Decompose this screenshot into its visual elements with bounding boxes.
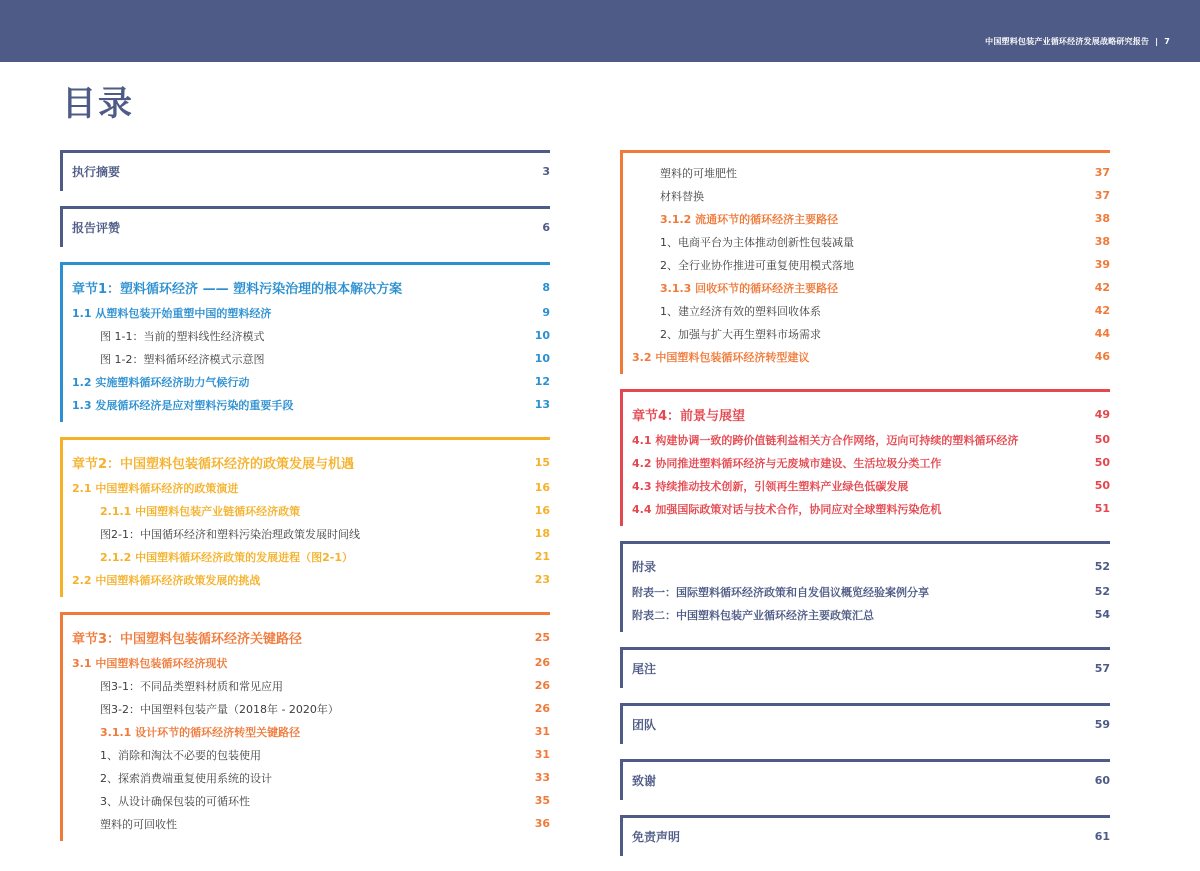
toc-label: 2.1.2 中国塑料循环经济政策的发展进程（图2-1） — [100, 550, 354, 564]
toc-entry[interactable] — [72, 499, 550, 522]
toc-page: 39 — [1094, 258, 1110, 271]
running-title: 中国塑料包装产业循环经济发展战略研究报告 — [985, 37, 1150, 46]
toc-page: 36 — [534, 817, 550, 830]
toc-label: 2、全行业协作推进可重复使用模式落地 — [660, 258, 854, 272]
toc-section-team — [620, 703, 1110, 744]
toc-label: 2.1.1 中国塑料包装产业链循环经济政策 — [100, 504, 301, 518]
toc-label: 塑料的可堆肥性 — [660, 166, 737, 180]
toc-page: 46 — [1094, 350, 1110, 363]
header-bar — [0, 0, 1200, 62]
toc-label: 章节4：前景与展望 — [632, 408, 746, 424]
toc-entry[interactable] — [72, 789, 550, 812]
toc-page: 60 — [1094, 773, 1110, 787]
toc-label: 尾注 — [632, 661, 657, 676]
toc-label: 1.2 实施塑料循环经济助力气候行动 — [72, 375, 250, 389]
toc-entry-report-reviews[interactable] — [72, 216, 550, 238]
toc-label: 1、建立经济有效的塑料回收体系 — [660, 304, 821, 318]
toc-page: 54 — [1094, 608, 1110, 621]
toc-page: 8 — [542, 280, 550, 294]
toc-section-chapter4 — [620, 389, 1110, 526]
toc-entry-team[interactable] — [632, 713, 1110, 735]
toc-entry[interactable] — [72, 568, 550, 591]
toc-entry[interactable] — [72, 766, 550, 789]
toc-entry[interactable] — [632, 428, 1110, 451]
toc-label: 免责声明 — [632, 829, 681, 844]
toc-page: 31 — [534, 725, 550, 738]
toc-entry[interactable] — [72, 651, 550, 674]
toc-label: 致谢 — [632, 773, 657, 788]
toc-right-column — [620, 150, 1110, 871]
toc-section-exec-summary — [60, 150, 550, 191]
toc-entry[interactable] — [72, 720, 550, 743]
toc-entry-chapter3[interactable] — [72, 623, 550, 651]
page-title: 目录 — [62, 84, 134, 124]
toc-label: 2、探索消费端重复使用系统的设计 — [100, 771, 272, 785]
toc-left-column — [60, 150, 550, 856]
toc-entry[interactable] — [632, 474, 1110, 497]
toc-entry[interactable] — [632, 322, 1110, 345]
toc-page: 61 — [1094, 829, 1110, 843]
toc-entry[interactable] — [72, 324, 550, 347]
toc-label: 章节2：中国塑料包装循环经济的政策发展与机遇 — [72, 456, 355, 472]
toc-entry-chapter1[interactable] — [72, 273, 550, 301]
toc-entry[interactable] — [72, 393, 550, 416]
toc-section-endnotes — [620, 647, 1110, 688]
toc-entry[interactable] — [632, 184, 1110, 207]
toc-label: 塑料的可回收性 — [100, 817, 177, 831]
toc-label: 1、电商平台为主体推动创新性包装减量 — [660, 235, 854, 249]
toc-label: 4.4 加强国际政策对话与技术合作，协同应对全球塑料污染危机 — [632, 502, 942, 516]
toc-entry-appendix[interactable] — [632, 552, 1110, 580]
toc-section-disclaimer — [620, 815, 1110, 856]
toc-page: 10 — [534, 329, 550, 342]
toc-page: 42 — [1094, 304, 1110, 317]
toc-page: 52 — [1094, 585, 1110, 598]
toc-entry[interactable] — [72, 812, 550, 835]
header-page-number: 7 — [1164, 37, 1170, 46]
toc-page: 50 — [1094, 479, 1110, 492]
toc-section-chapter1 — [60, 262, 550, 422]
toc-page: 44 — [1094, 327, 1110, 340]
toc-entry[interactable] — [632, 580, 1110, 603]
toc-label: 1、消除和淘汰不必要的包装使用 — [100, 748, 261, 762]
toc-page: 42 — [1094, 281, 1110, 294]
toc-label: 图3-2：中国塑料包装产量（2018年 - 2020年） — [100, 702, 339, 716]
toc-label: 执行摘要 — [72, 164, 121, 179]
toc-label: 图 1-2：塑料循环经济模式示意图 — [100, 352, 265, 366]
toc-page: 21 — [534, 550, 550, 563]
toc-entry[interactable] — [72, 522, 550, 545]
toc-label: 1.3 发展循环经济是应对塑料污染的重要手段 — [72, 398, 294, 412]
toc-page: 57 — [1094, 661, 1110, 675]
toc-entry-acknowledgements[interactable] — [632, 769, 1110, 791]
toc-section-appendix — [620, 541, 1110, 632]
toc-entry-disclaimer[interactable] — [632, 825, 1110, 847]
toc-section-chapter3-continued — [620, 150, 1110, 374]
toc-page: 51 — [1094, 502, 1110, 515]
toc-page: 52 — [1094, 559, 1110, 573]
toc-entry[interactable] — [632, 276, 1110, 299]
toc-entry-chapter4[interactable] — [632, 400, 1110, 428]
toc-section-acknowledgements — [620, 759, 1110, 800]
toc-label: 3、从设计确保包装的可循环性 — [100, 794, 250, 808]
toc-label: 报告评赞 — [72, 220, 121, 235]
toc-label: 3.1.1 设计环节的循环经济转型关键路径 — [100, 725, 301, 739]
toc-entry[interactable] — [632, 299, 1110, 322]
toc-entry[interactable] — [72, 347, 550, 370]
toc-label: 2、加强与扩大再生塑料市场需求 — [660, 327, 821, 341]
running-header — [985, 36, 1170, 47]
toc-page: 16 — [534, 504, 550, 517]
toc-page: 50 — [1094, 433, 1110, 446]
toc-page: 26 — [534, 679, 550, 692]
toc-label: 3.1.2 流通环节的循环经济主要路径 — [660, 212, 839, 226]
toc-page: 6 — [542, 220, 550, 234]
toc-page: 59 — [1094, 717, 1110, 731]
toc-label: 3.1.3 回收环节的循环经济主要路径 — [660, 281, 839, 295]
toc-label: 4.3 持续推动技术创新，引领再生塑料产业绿色低碳发展 — [632, 479, 909, 493]
toc-label: 图2-1：中国循环经济和塑料污染治理政策发展时间线 — [100, 527, 360, 541]
toc-entry[interactable] — [72, 301, 550, 324]
toc-page: 35 — [534, 794, 550, 807]
toc-label: 章节1：塑料循环经济 —— 塑料污染治理的根本解决方案 — [72, 281, 403, 297]
toc-label: 附表一：国际塑料循环经济政策和自发倡议概览经验案例分享 — [632, 585, 929, 599]
toc-label: 附表二：中国塑料包装产业循环经济主要政策汇总 — [632, 608, 874, 622]
toc-section-report-reviews — [60, 206, 550, 247]
toc-entry[interactable] — [632, 497, 1110, 520]
toc-entry[interactable] — [632, 230, 1110, 253]
toc-entry[interactable] — [632, 603, 1110, 626]
toc-label: 图 1-1：当前的塑料线性经济模式 — [100, 329, 265, 343]
toc-page: 26 — [534, 656, 550, 669]
toc-page: 9 — [542, 306, 550, 319]
toc-entry[interactable] — [632, 451, 1110, 474]
toc-entry-endnotes[interactable] — [632, 657, 1110, 679]
toc-label: 图3-1：不同品类塑料材质和常见应用 — [100, 679, 283, 693]
toc-section-chapter3 — [60, 612, 550, 841]
toc-page: 33 — [534, 771, 550, 784]
toc-page: 13 — [534, 398, 550, 411]
toc-label: 3.1 中国塑料包装循环经济现状 — [72, 656, 228, 670]
toc-page: 50 — [1094, 456, 1110, 469]
toc-page: 49 — [1094, 407, 1110, 421]
toc-label: 4.2 协同推进塑料循环经济与无废城市建设、生活垃圾分类工作 — [632, 456, 942, 470]
toc-page: 23 — [534, 573, 550, 586]
toc-page: 31 — [534, 748, 550, 761]
toc-label: 1.1 从塑料包装开始重塑中国的塑料经济 — [72, 306, 272, 320]
toc-page: 12 — [534, 375, 550, 388]
toc-page: 16 — [534, 481, 550, 494]
toc-entry[interactable] — [72, 545, 550, 568]
toc-page: 37 — [1094, 166, 1110, 179]
toc-entry[interactable] — [72, 476, 550, 499]
toc-label: 4.1 构建协调一致的跨价值链利益相关方合作网络，迈向可持续的塑料循环经济 — [632, 433, 1019, 447]
toc-entry[interactable] — [72, 743, 550, 766]
toc-page: 3 — [542, 164, 550, 178]
toc-label: 团队 — [632, 717, 657, 732]
toc-entry[interactable] — [72, 370, 550, 393]
toc-page: 37 — [1094, 189, 1110, 202]
toc-section-chapter2 — [60, 437, 550, 597]
toc-entry[interactable] — [72, 697, 550, 720]
toc-entry[interactable] — [632, 253, 1110, 276]
toc-label: 材料替换 — [660, 189, 704, 203]
toc-label: 2.1 中国塑料循环经济的政策演进 — [72, 481, 239, 495]
toc-page: 18 — [534, 527, 550, 540]
toc-page: 26 — [534, 702, 550, 715]
toc-page: 25 — [534, 630, 550, 644]
toc-label: 附录 — [632, 559, 657, 574]
header-separator: | — [1155, 37, 1159, 46]
toc-entry[interactable] — [632, 207, 1110, 230]
toc-page: 38 — [1094, 212, 1110, 225]
toc-label: 3.2 中国塑料包装循环经济转型建议 — [632, 350, 810, 364]
toc-label: 2.2 中国塑料循环经济政策发展的挑战 — [72, 573, 261, 587]
toc-label: 章节3：中国塑料包装循环经济关键路径 — [72, 631, 303, 647]
toc-entry-exec-summary[interactable] — [72, 160, 550, 182]
toc-entry[interactable] — [632, 161, 1110, 184]
toc-page: 15 — [534, 455, 550, 469]
toc-page: 10 — [534, 352, 550, 365]
toc-entry-chapter2[interactable] — [72, 448, 550, 476]
toc-page: 38 — [1094, 235, 1110, 248]
toc-entry[interactable] — [72, 674, 550, 697]
toc-entry[interactable] — [632, 345, 1110, 368]
